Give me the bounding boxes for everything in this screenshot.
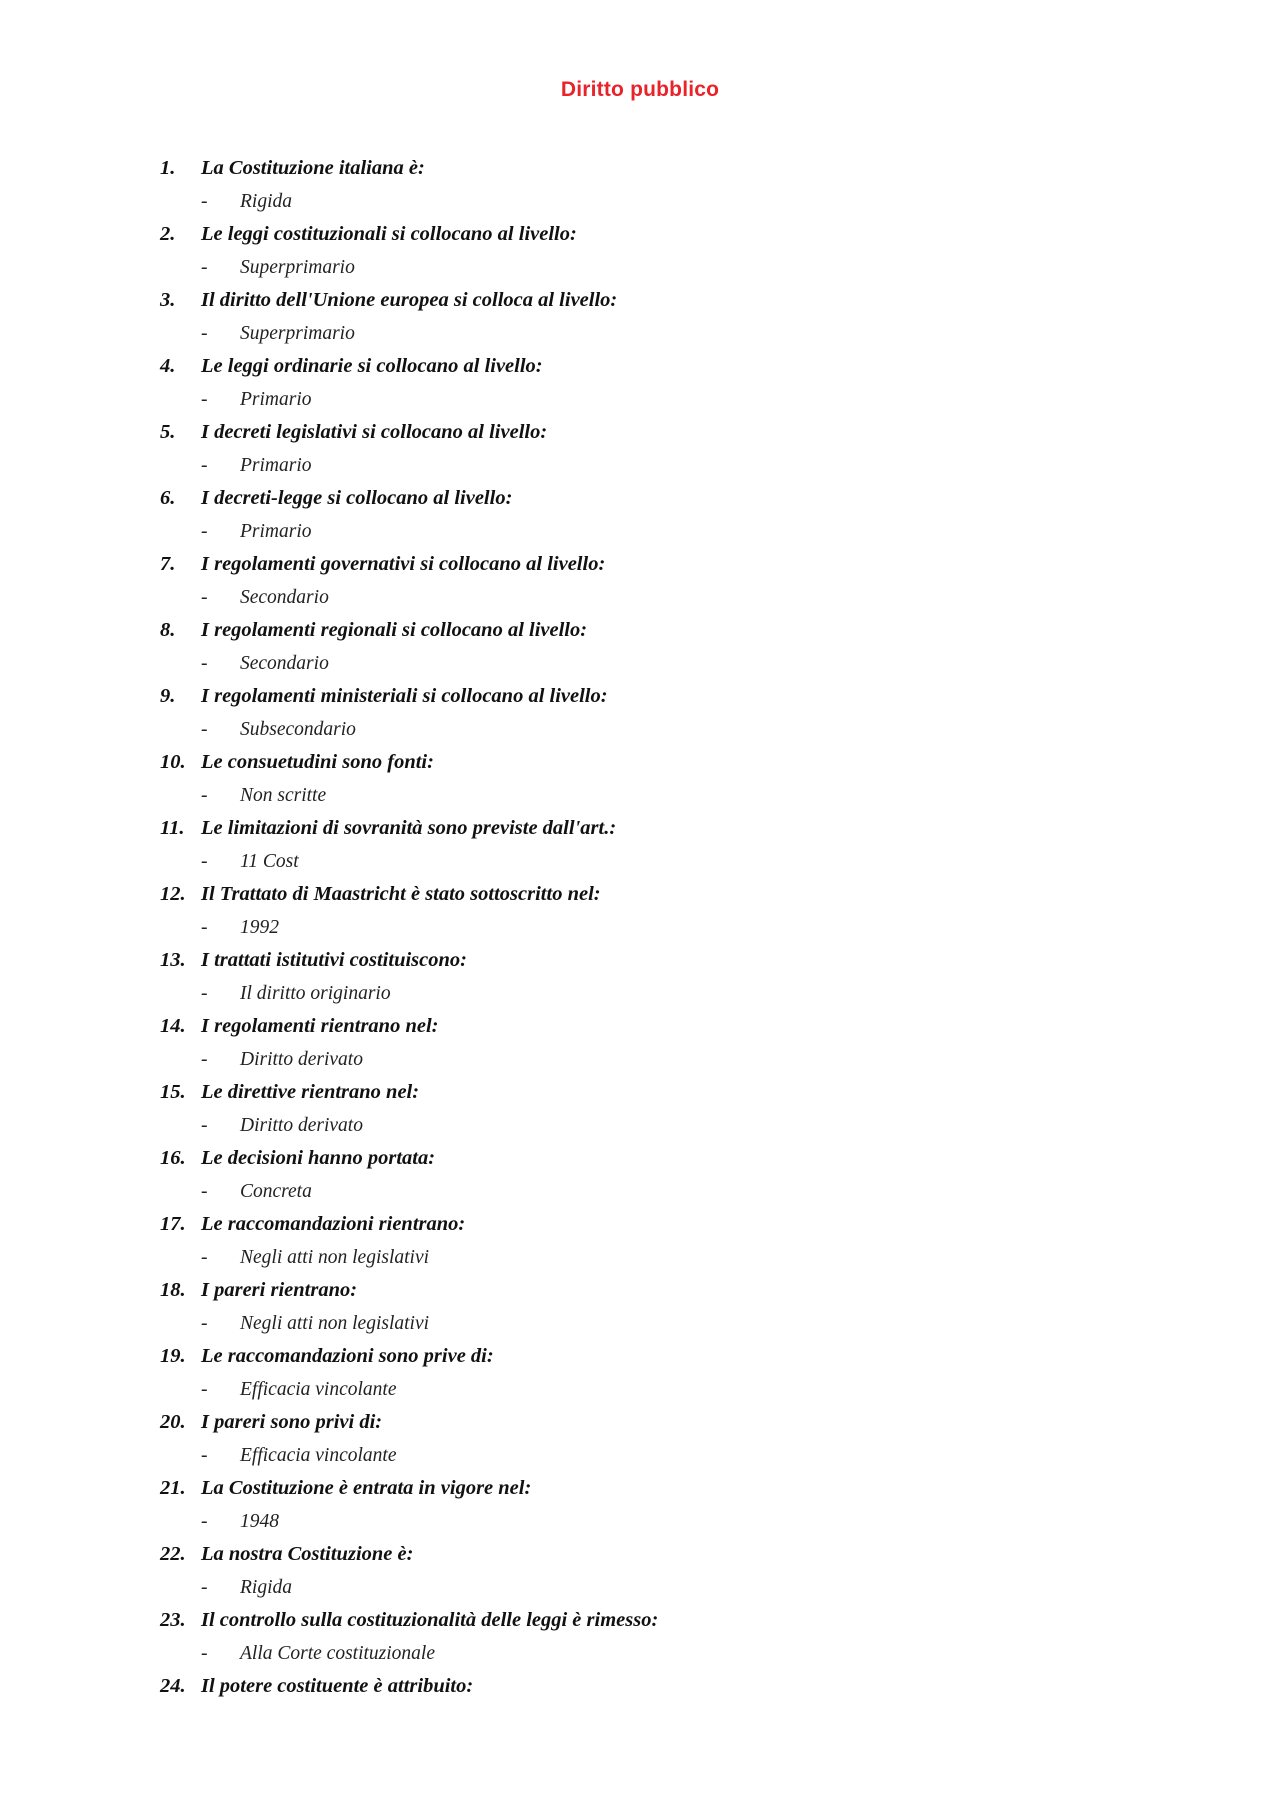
answer-bullet: -: [201, 851, 208, 872]
question: [0, 1208, 1280, 1241]
list-item: [0, 878, 1280, 944]
question: [0, 1010, 1280, 1043]
list-item: [0, 1538, 1280, 1604]
question-number: 8.: [160, 619, 176, 641]
list-item: [0, 1010, 1280, 1076]
question-text: Le leggi ordinarie si collocano al livello:: [201, 355, 543, 377]
answer: [0, 1637, 1280, 1670]
answer-text: Secondario: [240, 587, 329, 608]
question-text: Le decisioni hanno portata:: [201, 1147, 436, 1169]
answer-bullet: -: [201, 191, 208, 212]
answer-text: Efficacia vincolante: [240, 1445, 397, 1466]
question-number: 6.: [160, 487, 176, 509]
answer-text: Rigida: [240, 1577, 292, 1598]
list-item: [0, 746, 1280, 812]
list-item: [0, 1076, 1280, 1142]
question-text: Il controllo sulla costituzionalità delle leggi è rimesso:: [201, 1609, 659, 1631]
answer-bullet: -: [201, 785, 208, 806]
answer: [0, 383, 1280, 416]
answer: [0, 647, 1280, 680]
list-item: [0, 1670, 1280, 1703]
question: [0, 284, 1280, 317]
question: [0, 1538, 1280, 1571]
answer: [0, 581, 1280, 614]
answer-bullet: -: [201, 1049, 208, 1070]
answer: [0, 1571, 1280, 1604]
answer: [0, 713, 1280, 746]
answer: [0, 1175, 1280, 1208]
answer-bullet: -: [201, 1115, 208, 1136]
answer: [0, 1439, 1280, 1472]
answer-bullet: -: [201, 1643, 208, 1664]
question-number: 12.: [160, 883, 186, 905]
answer-bullet: -: [201, 389, 208, 410]
question-number: 17.: [160, 1213, 186, 1235]
answer-text: Diritto derivato: [240, 1115, 363, 1136]
answer-bullet: -: [201, 1577, 208, 1598]
answer-bullet: -: [201, 917, 208, 938]
answer-text: Concreta: [240, 1181, 312, 1202]
answer-bullet: -: [201, 587, 208, 608]
list-item: [0, 350, 1280, 416]
question: [0, 350, 1280, 383]
question: [0, 1142, 1280, 1175]
answer-bullet: -: [201, 257, 208, 278]
question-number: 19.: [160, 1345, 186, 1367]
question-number: 1.: [160, 157, 176, 179]
answer: [0, 977, 1280, 1010]
list-item: [0, 548, 1280, 614]
question-text: Le direttive rientrano nel:: [201, 1081, 420, 1103]
answer-text: 1948: [240, 1511, 279, 1532]
answer: [0, 185, 1280, 218]
answer-text: Non scritte: [240, 785, 327, 806]
list-item: [0, 482, 1280, 548]
answer-text: Primario: [240, 521, 312, 542]
question-text: I regolamenti ministeriali si collocano al livello:: [201, 685, 608, 707]
list-item: [0, 812, 1280, 878]
question-text: Le limitazioni di sovranità sono previste dall'art.:: [201, 817, 617, 839]
answer-bullet: -: [201, 1511, 208, 1532]
question-number: 16.: [160, 1147, 186, 1169]
answer-text: Superprimario: [240, 323, 355, 344]
answer: [0, 845, 1280, 878]
answer-text: Negli atti non legislativi: [240, 1247, 430, 1268]
question-text: La nostra Costituzione è:: [201, 1543, 414, 1565]
question-number: 7.: [160, 553, 176, 575]
answer-bullet: -: [201, 1379, 208, 1400]
question-text: Il Trattato di Maastricht è stato sottoscritto nel:: [201, 883, 601, 905]
list-item: [0, 152, 1280, 218]
question-number: 9.: [160, 685, 176, 707]
question-number: 11.: [160, 817, 185, 839]
question-text: I regolamenti regionali si collocano al livello:: [201, 619, 588, 641]
answer: [0, 515, 1280, 548]
answer: [0, 779, 1280, 812]
list-item: [0, 1340, 1280, 1406]
page-title: Diritto pubblico: [560, 78, 720, 101]
question-number: 21.: [160, 1477, 186, 1499]
list-item: [0, 1406, 1280, 1472]
question-number: 14.: [160, 1015, 186, 1037]
answer-text: Secondario: [240, 653, 329, 674]
question-number: 3.: [160, 289, 176, 311]
question: [0, 1340, 1280, 1373]
question: [0, 1604, 1280, 1637]
question: [0, 1670, 1280, 1703]
answer: [0, 317, 1280, 350]
question: [0, 878, 1280, 911]
question-number: 10.: [160, 751, 186, 773]
answer-text: Negli atti non legislativi: [240, 1313, 430, 1334]
question-number: 23.: [160, 1609, 186, 1631]
question-number: 13.: [160, 949, 186, 971]
answer: [0, 1307, 1280, 1340]
question: [0, 1274, 1280, 1307]
answer-text: Diritto derivato: [240, 1049, 363, 1070]
answer-bullet: -: [201, 653, 208, 674]
question: [0, 614, 1280, 647]
question-number: 20.: [160, 1411, 186, 1433]
question-text: La Costituzione è entrata in vigore nel:: [201, 1477, 532, 1499]
question-number: 18.: [160, 1279, 186, 1301]
answer-bullet: -: [201, 719, 208, 740]
question-text: Le leggi costituzionali si collocano al livello:: [201, 223, 577, 245]
question: [0, 1076, 1280, 1109]
question-text: Il diritto dell'Unione europea si colloca al livello:: [201, 289, 618, 311]
answer-text: Efficacia vincolante: [240, 1379, 397, 1400]
list-item: [0, 614, 1280, 680]
question-text: Le raccomandazioni sono prive di:: [201, 1345, 494, 1367]
list-item: [0, 1142, 1280, 1208]
question-text: La Costituzione italiana è:: [201, 157, 425, 179]
question: [0, 416, 1280, 449]
question-number: 5.: [160, 421, 176, 443]
question: [0, 944, 1280, 977]
list-item: [0, 284, 1280, 350]
question-number: 2.: [160, 223, 176, 245]
list-item: [0, 680, 1280, 746]
list-item: [0, 944, 1280, 1010]
question: [0, 548, 1280, 581]
question-number: 22.: [160, 1543, 186, 1565]
answer-bullet: -: [201, 983, 208, 1004]
answer-text: Primario: [240, 455, 312, 476]
question-text: Le consuetudini sono fonti:: [201, 751, 434, 773]
answer-bullet: -: [201, 1445, 208, 1466]
answer: [0, 1109, 1280, 1142]
question-text: Le raccomandazioni rientrano:: [201, 1213, 466, 1235]
answer-text: Rigida: [240, 191, 292, 212]
answer: [0, 449, 1280, 482]
answer: [0, 1505, 1280, 1538]
answer: [0, 911, 1280, 944]
question: [0, 218, 1280, 251]
answer-text: 11 Cost: [240, 851, 299, 872]
question: [0, 680, 1280, 713]
answer-bullet: -: [201, 1247, 208, 1268]
question-number: 24.: [160, 1675, 186, 1697]
question: [0, 746, 1280, 779]
question-text: Il potere costituente è attribuito:: [201, 1675, 474, 1697]
answer-text: Il diritto originario: [240, 983, 391, 1004]
question-text: I trattati istitutivi costituiscono:: [201, 949, 467, 971]
question-text: I regolamenti governativi si collocano al livello:: [201, 553, 606, 575]
answer-text: Alla Corte costituzionale: [240, 1643, 435, 1664]
list-item: [0, 1208, 1280, 1274]
question-text: I decreti-legge si collocano al livello:: [201, 487, 513, 509]
answer-bullet: -: [201, 1313, 208, 1334]
question-number: 15.: [160, 1081, 186, 1103]
answer: [0, 1373, 1280, 1406]
answer-bullet: -: [201, 323, 208, 344]
answer-text: Subsecondario: [240, 719, 356, 740]
question-text: I pareri rientrano:: [201, 1279, 358, 1301]
answer-bullet: -: [201, 455, 208, 476]
answer-bullet: -: [201, 1181, 208, 1202]
question-list: [0, 152, 1280, 1703]
list-item: [0, 1274, 1280, 1340]
list-item: [0, 416, 1280, 482]
question-text: I pareri sono privi di:: [201, 1411, 383, 1433]
list-item: [0, 218, 1280, 284]
list-item: [0, 1604, 1280, 1670]
answer: [0, 251, 1280, 284]
question-text: I regolamenti rientrano nel:: [201, 1015, 439, 1037]
list-item: [0, 1472, 1280, 1538]
question-number: 4.: [160, 355, 176, 377]
answer: [0, 1043, 1280, 1076]
answer-bullet: -: [201, 521, 208, 542]
question: [0, 152, 1280, 185]
answer: [0, 1241, 1280, 1274]
question: [0, 1472, 1280, 1505]
answer-text: Primario: [240, 389, 312, 410]
question-text: I decreti legislativi si collocano al livello:: [201, 421, 548, 443]
question: [0, 1406, 1280, 1439]
question: [0, 812, 1280, 845]
answer-text: Superprimario: [240, 257, 355, 278]
question: [0, 482, 1280, 515]
answer-text: 1992: [240, 917, 279, 938]
